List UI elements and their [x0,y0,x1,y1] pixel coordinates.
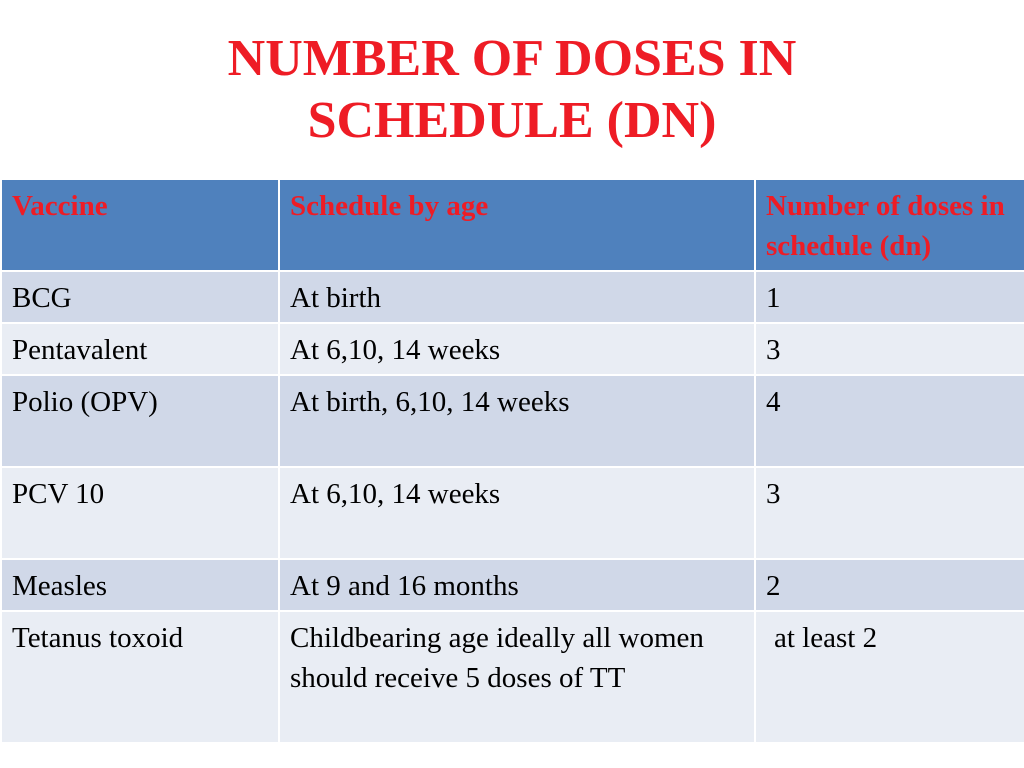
cell-schedule: At 6,10, 14 weeks [279,467,755,559]
table-header-row [1,179,1024,271]
cell-doses: 3 [755,467,1024,559]
cell-vaccine: PCV 10 [1,467,279,559]
cell-vaccine: Pentavalent [1,323,279,375]
cell-vaccine: BCG [1,271,279,323]
cell-doses: 3 [755,323,1024,375]
header-vaccine: Vaccine [1,179,279,271]
cell-vaccine: Polio (OPV) [1,375,279,467]
cell-schedule: At 9 and 16 months [279,559,755,611]
slide-title [0,28,1024,152]
table-row [1,271,1024,323]
header-doses: Number of doses in schedule (dn) [755,179,1024,271]
cell-schedule: Childbearing age ideally all women should receive 5 doses of TT [279,611,755,743]
cell-doses: 4 [755,375,1024,467]
header-schedule: Schedule by age [279,179,755,271]
cell-schedule: At birth, 6,10, 14 weeks [279,375,755,467]
cell-schedule: At birth [279,271,755,323]
table-row [1,375,1024,467]
cell-doses: at least 2 [755,611,1024,743]
cell-doses: 1 [755,271,1024,323]
cell-doses: 2 [755,559,1024,611]
slide-title-line-1: NUMBER OF DOSES IN [227,30,797,87]
slide-title-line-2: SCHEDULE (DN) [307,92,717,149]
table-row [1,611,1024,743]
table-row [1,467,1024,559]
vaccine-schedule-table [0,178,1024,744]
cell-vaccine: Measles [1,559,279,611]
cell-vaccine: Tetanus toxoid [1,611,279,743]
cell-schedule: At 6,10, 14 weeks [279,323,755,375]
table-row [1,559,1024,611]
table-row [1,323,1024,375]
